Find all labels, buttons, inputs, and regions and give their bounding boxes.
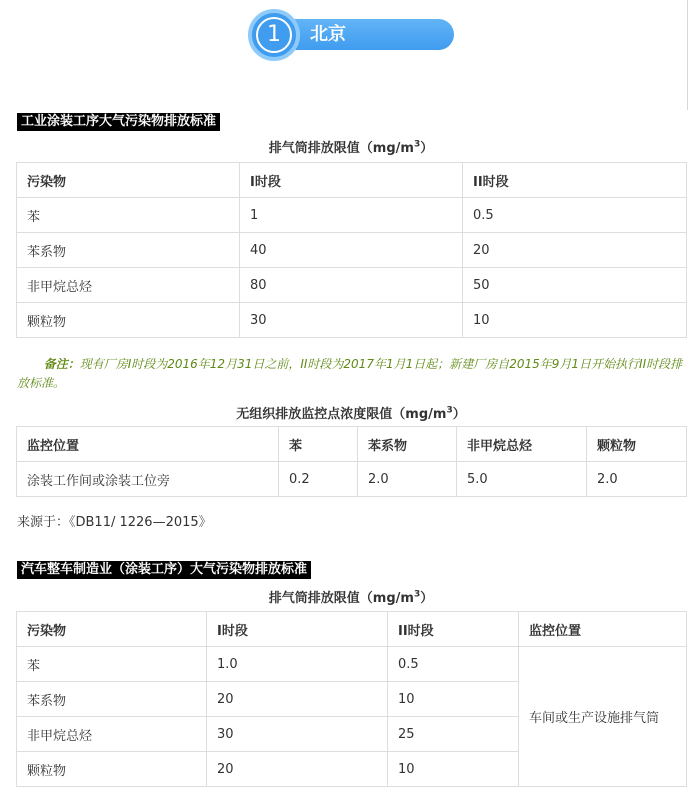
table-cell: 10 [388, 752, 519, 787]
header-cell: 颗粒物 [587, 427, 687, 462]
table-cell: 20 [463, 233, 687, 268]
table-cell: 30 [240, 303, 463, 338]
region-number-badge [248, 9, 300, 61]
section2-title: 汽车整车制造业（涂装工序）大气污染物排放标准 [17, 561, 311, 579]
header-cell: I时段 [207, 612, 388, 647]
table-cell: 50 [463, 268, 687, 303]
table-row [17, 462, 687, 497]
table-cell: 2.0 [358, 462, 457, 497]
table-cell: 苯 [17, 647, 207, 682]
table-cell: 1 [240, 198, 463, 233]
table-cell: 苯系物 [17, 233, 240, 268]
footnote-text: 现有厂房I时段为2016年12月31日之前，II时段为2017年1月1日起；新建厂房自2015年9月1日开始执行II时段排放标准。 [17, 357, 683, 390]
table-row [17, 268, 687, 303]
table-cell: 涂装工作间或涂装工位旁 [17, 462, 279, 497]
table-cell: 颗粒物 [17, 303, 240, 338]
header-cell: II时段 [388, 612, 519, 647]
region-header [248, 9, 454, 61]
header-cell: 苯 [279, 427, 358, 462]
table-cell: 20 [207, 752, 388, 787]
table-cell: 40 [240, 233, 463, 268]
footnote [17, 355, 687, 393]
header-cell: 监控位置 [519, 612, 687, 647]
table-cell: 颗粒物 [17, 752, 207, 787]
header-cell: 非甲烷总烃 [457, 427, 587, 462]
table-cell: 2.0 [587, 462, 687, 497]
table3-caption: 排气筒排放限值$(mg/m^3)$ [268, 589, 434, 606]
table-row [17, 303, 687, 338]
table-row [17, 647, 687, 682]
table-cell: 1.0 [207, 647, 388, 682]
table-cell: 25 [388, 717, 519, 752]
table-cell: 苯系物 [17, 682, 207, 717]
table-cell: 20 [207, 682, 388, 717]
table-cell: 0.5 [388, 647, 519, 682]
emission-limits-table [16, 162, 687, 338]
table-cell: 10 [463, 303, 687, 338]
header-cell: 监控位置 [17, 427, 279, 462]
table1-caption: 排气筒排放限值$(mg/m^3)$ [268, 139, 434, 156]
table-row [17, 233, 687, 268]
header-cell: I时段 [240, 163, 463, 198]
region-title: 北京 [310, 24, 346, 45]
header-cell: 苯系物 [358, 427, 457, 462]
source-citation: 来源于：《DB11/ 1226—2015》 [17, 515, 212, 530]
table-cell: 80 [240, 268, 463, 303]
scrollbar-edge [687, 0, 688, 110]
section1-title: 工业涂装工序大气污染物排放标准 [17, 113, 220, 131]
region-number: 1 [256, 17, 292, 53]
table-row [17, 198, 687, 233]
fugitive-emission-table [16, 426, 687, 497]
vehicle-painting-table [16, 611, 687, 787]
table-header-row [17, 612, 687, 647]
table-cell: 0.2 [279, 462, 358, 497]
header-cell: 污染物 [17, 612, 207, 647]
table-cell: 5.0 [457, 462, 587, 497]
table-cell: 10 [388, 682, 519, 717]
monitoring-location-cell: 车间或生产设施排气筒 [519, 647, 687, 787]
header-cell: 污染物 [17, 163, 240, 198]
table-header-row [17, 163, 687, 198]
table-cell: 0.5 [463, 198, 687, 233]
table2-caption: 无组织排放监控点浓度限值$(mg/m^3)$ [236, 405, 466, 422]
table-cell: 30 [207, 717, 388, 752]
table-cell: 苯 [17, 198, 240, 233]
table-header-row [17, 427, 687, 462]
header-cell: II时段 [463, 163, 687, 198]
table-cell: 非甲烷总烃 [17, 268, 240, 303]
footnote-label: 备注： [43, 357, 80, 371]
table-cell: 非甲烷总烃 [17, 717, 207, 752]
